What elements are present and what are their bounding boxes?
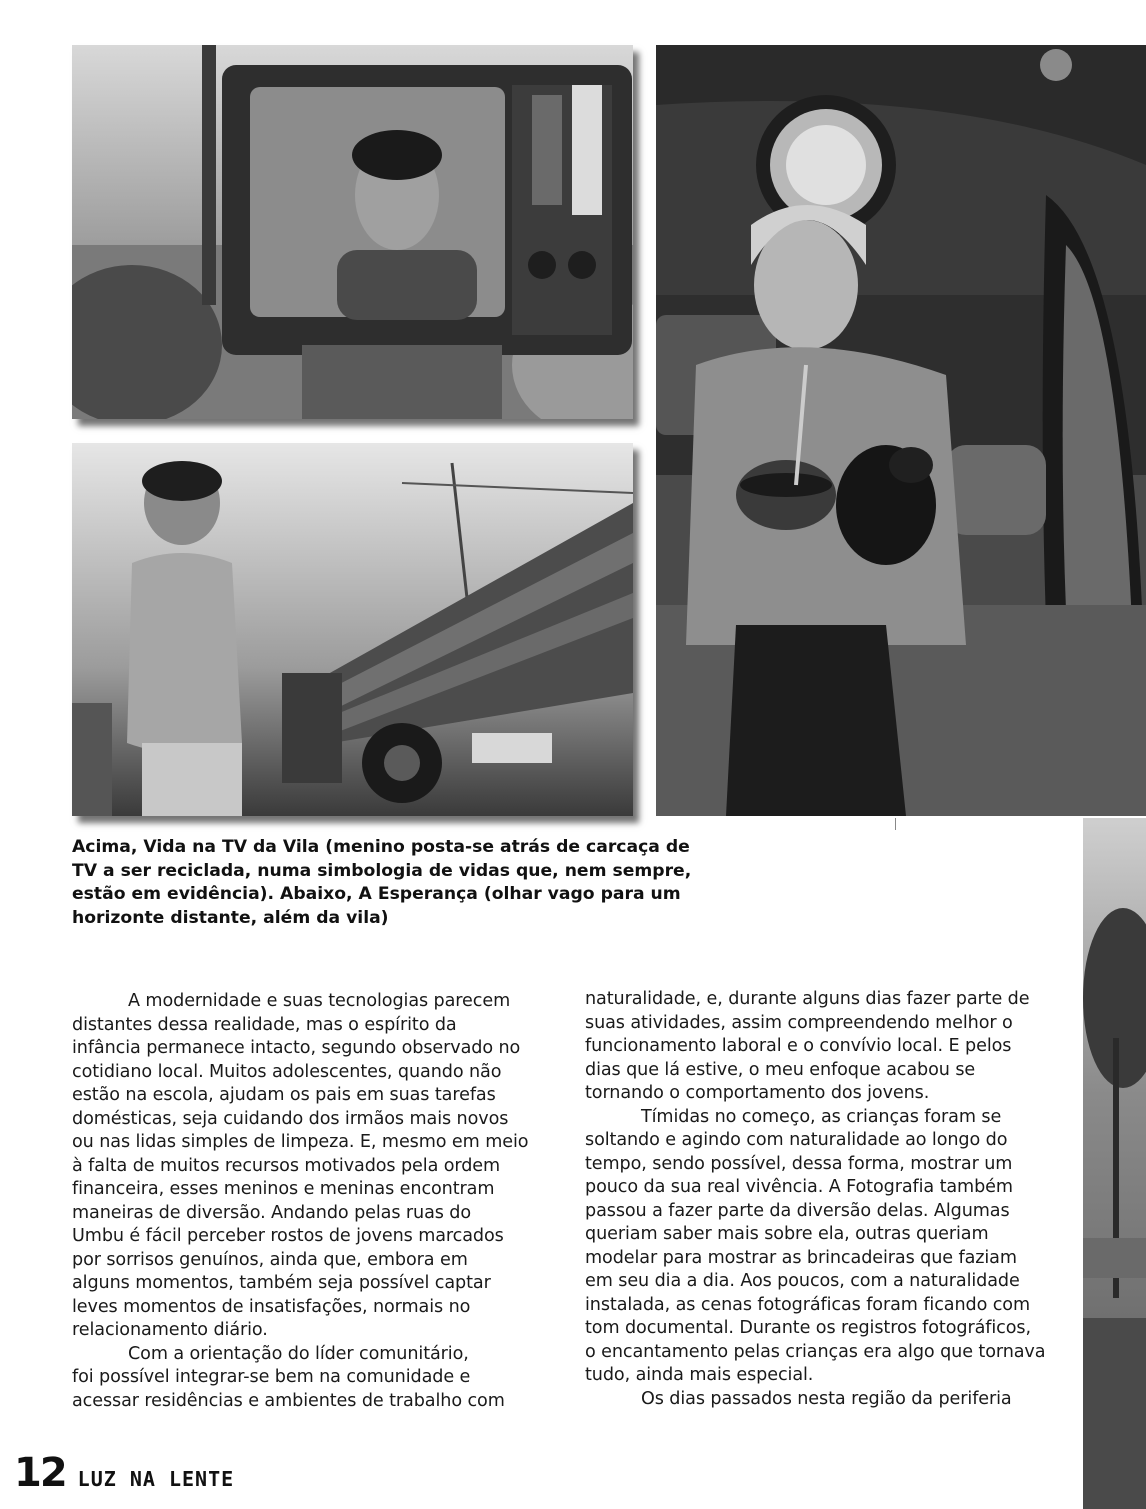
magazine-name: LUZ NA LENTE	[77, 1467, 235, 1491]
text-line: em seu dia a dia. Aos poucos, com a naturalidade	[585, 1271, 1020, 1291]
page-number: 12	[14, 1450, 66, 1496]
article-column-right	[585, 988, 1085, 1411]
text-line: soltando e agindo com naturalidade ao longo do	[585, 1130, 1008, 1150]
caption-line: TV a ser reciclada, numa simbologia de vidas que, nem sempre,	[72, 860, 692, 881]
divider-line	[895, 818, 896, 830]
text-line: relacionamento diário.	[72, 1320, 268, 1340]
text-line: suas atividades, assim compreendendo melhor o	[585, 1012, 1013, 1033]
photo-tv-frame-boy	[72, 45, 633, 419]
caption-line: estão em evidência). Abaixo, A Esperança (olhar vago para um	[72, 884, 681, 905]
text-line: A modernidade e suas tecnologias parecem	[128, 991, 511, 1011]
text-line: infância permanece intacto, segundo observado no	[72, 1038, 521, 1058]
text-line: tempo, sendo possível, dessa forma, mostrar um	[585, 1153, 1013, 1174]
text-line: cotidiano local. Muitos adolescentes, quando não	[72, 1061, 502, 1082]
text-line: leves momentos de insatisfações, normais no	[72, 1296, 471, 1317]
text-line: naturalidade, e, durante alguns dias fazer parte de	[585, 989, 1030, 1009]
text-line: dias que lá estive, o meu enfoque acabou se	[585, 1059, 976, 1080]
photo-truck-boy	[72, 443, 633, 816]
text-line: estão na escola, ajudam os pais em suas tarefas	[72, 1085, 496, 1105]
text-line: tornando o comportamento dos jovens.	[585, 1083, 930, 1103]
text-line: por sorrisos genuínos, ainda que, embora em	[72, 1249, 468, 1270]
caption-line: Acima, Vida na TV da Vila (menino posta-se atrás de carcaça de	[72, 837, 690, 857]
text-line: Tímidas no começo, as crianças foram se	[641, 1106, 1002, 1127]
text-line: Umbu é fácil perceber rostos de jovens marcados	[72, 1226, 504, 1246]
text-line: pouco da sua real vivência. A Fotografia também	[585, 1177, 1013, 1197]
photo-boy-in-front-of-truck-icon	[72, 443, 633, 816]
photo-girl-mate	[656, 45, 1146, 816]
text-line: Os dias passados nesta região da periferia	[641, 1388, 1012, 1409]
text-line: instalada, as cenas fotográficas foram ficando com	[585, 1294, 1031, 1315]
photo-landscape-tree-edge-icon	[1083, 818, 1146, 1509]
text-line: domésticas, seja cuidando dos irmãos mais novos	[72, 1108, 509, 1129]
text-line: Com a orientação do líder comunitário,	[128, 1343, 469, 1364]
text-line: modelar para mostrar as brincadeiras que faziam	[585, 1247, 1017, 1268]
text-line: tudo, ainda mais especial.	[585, 1365, 814, 1385]
article-column-left	[72, 990, 572, 1413]
text-line: distantes dessa realidade, mas o espírito da	[72, 1014, 457, 1035]
text-line: financeira, esses meninos e meninas encontram	[72, 1179, 495, 1199]
text-line: funcionamento laboral e o convívio local. E pelos	[585, 1036, 1012, 1056]
text-line: maneiras de diversão. Andando pelas ruas do	[72, 1202, 472, 1223]
text-line: foi possível integrar-se bem na comunidade e	[72, 1367, 471, 1387]
text-line: passou a fazer parte da diversão delas. Algumas	[585, 1200, 1010, 1221]
text-line: à falta de muitos recursos motivados pela ordem	[72, 1155, 501, 1176]
caption-line: horizonte distante, além da vila)	[72, 908, 389, 929]
text-line: alguns momentos, também seja possível captar	[72, 1273, 491, 1293]
text-line: tom documental. Durante os registros fotográficos,	[585, 1318, 1031, 1338]
photo-landscape-edge	[1083, 818, 1146, 1509]
text-line: ou nas lidas simples de limpeza. E, mesmo em meio	[72, 1132, 529, 1152]
photo-caption	[72, 836, 712, 931]
page-footer	[14, 1450, 234, 1496]
text-line: queriam saber mais sobre ela, outras queriam	[585, 1224, 989, 1244]
text-line: o encantamento pelas crianças era algo que tornava	[585, 1341, 1046, 1362]
text-line: acessar residências e ambientes de trabalho com	[72, 1390, 505, 1411]
photo-girl-with-mate-and-puppy-icon	[656, 45, 1146, 816]
photo-boy-behind-tv-frame-icon	[72, 45, 633, 419]
